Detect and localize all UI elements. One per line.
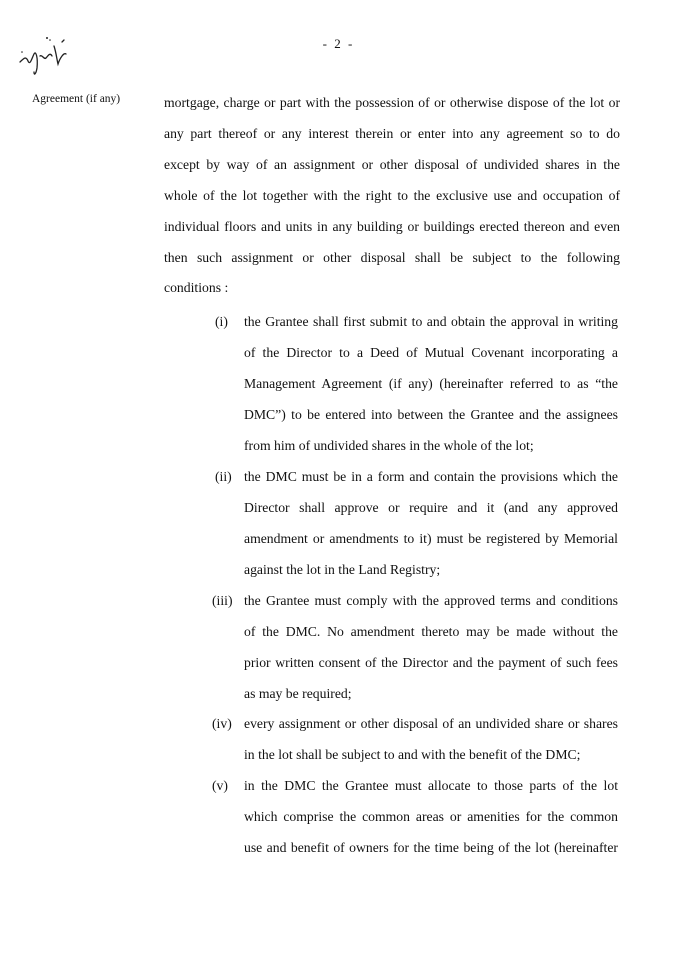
text-line: which comprise the common areas or amenities for the common — [244, 809, 618, 824]
text-line: against the lot in the Land Registry; — [244, 562, 441, 577]
item-number: (iv) — [212, 716, 232, 731]
text-line: in the DMC the Grantee must allocate to those parts of the lot — [244, 778, 618, 793]
item-number: (iii) — [212, 593, 233, 608]
text-line: prior written consent of the Director and the payment of such fees — [244, 655, 618, 670]
text-line: of the Director to a Deed of Mutual Covenant incorporating a — [244, 345, 618, 360]
page-number: - 2 - — [322, 36, 355, 51]
text-line: of the DMC. No amendment thereto may be made without the — [244, 624, 618, 639]
item-number: (ii) — [215, 469, 232, 484]
text-line: individual floors and units in any building or buildings erected thereon and even — [164, 219, 620, 234]
handwritten-signature — [14, 28, 84, 78]
text-line: the Grantee must comply with the approved terms and conditions — [244, 593, 618, 608]
text-line: as may be required; — [244, 686, 352, 701]
text-line: whole of the lot together with the right to the exclusive use and occupation of — [164, 188, 620, 203]
text-line: mortgage, charge or part with the possession of or otherwise dispose of the lot or — [164, 95, 620, 110]
item-number: (v) — [212, 778, 228, 793]
text-line: Management Agreement (if any) (hereinafter referred to as “the — [244, 376, 618, 391]
margin-note: Agreement (if any) — [32, 93, 121, 105]
text-line: in the lot shall be subject to and with the benefit of the DMC; — [244, 747, 581, 762]
text-line: use and benefit of owners for the time being of the lot (hereinafter — [244, 840, 618, 855]
text-line: any part thereof or any interest therein or enter into any agreement so to do — [164, 126, 620, 141]
text-line: Director shall approve or require and it (and any approved — [244, 500, 618, 515]
text-line: then such assignment or other disposal shall be subject to the following — [164, 250, 620, 265]
text-line: amendment or amendments to it) must be registered by Memorial — [244, 531, 618, 546]
text-line: conditions : — [164, 280, 229, 295]
text-line: the DMC must be in a form and contain the provisions which the — [244, 469, 618, 484]
item-number: (i) — [215, 314, 228, 329]
text-line: every assignment or other disposal of an undivided share or shares — [244, 716, 618, 731]
text-line: the Grantee shall first submit to and obtain the approval in writing — [244, 314, 618, 329]
text-line: from him of undivided shares in the whole of the lot; — [244, 438, 534, 453]
text-line: DMC”) to be entered into between the Grantee and the assignees — [244, 407, 618, 422]
text-line: except by way of an assignment or other disposal of undivided shares in the — [164, 157, 620, 172]
